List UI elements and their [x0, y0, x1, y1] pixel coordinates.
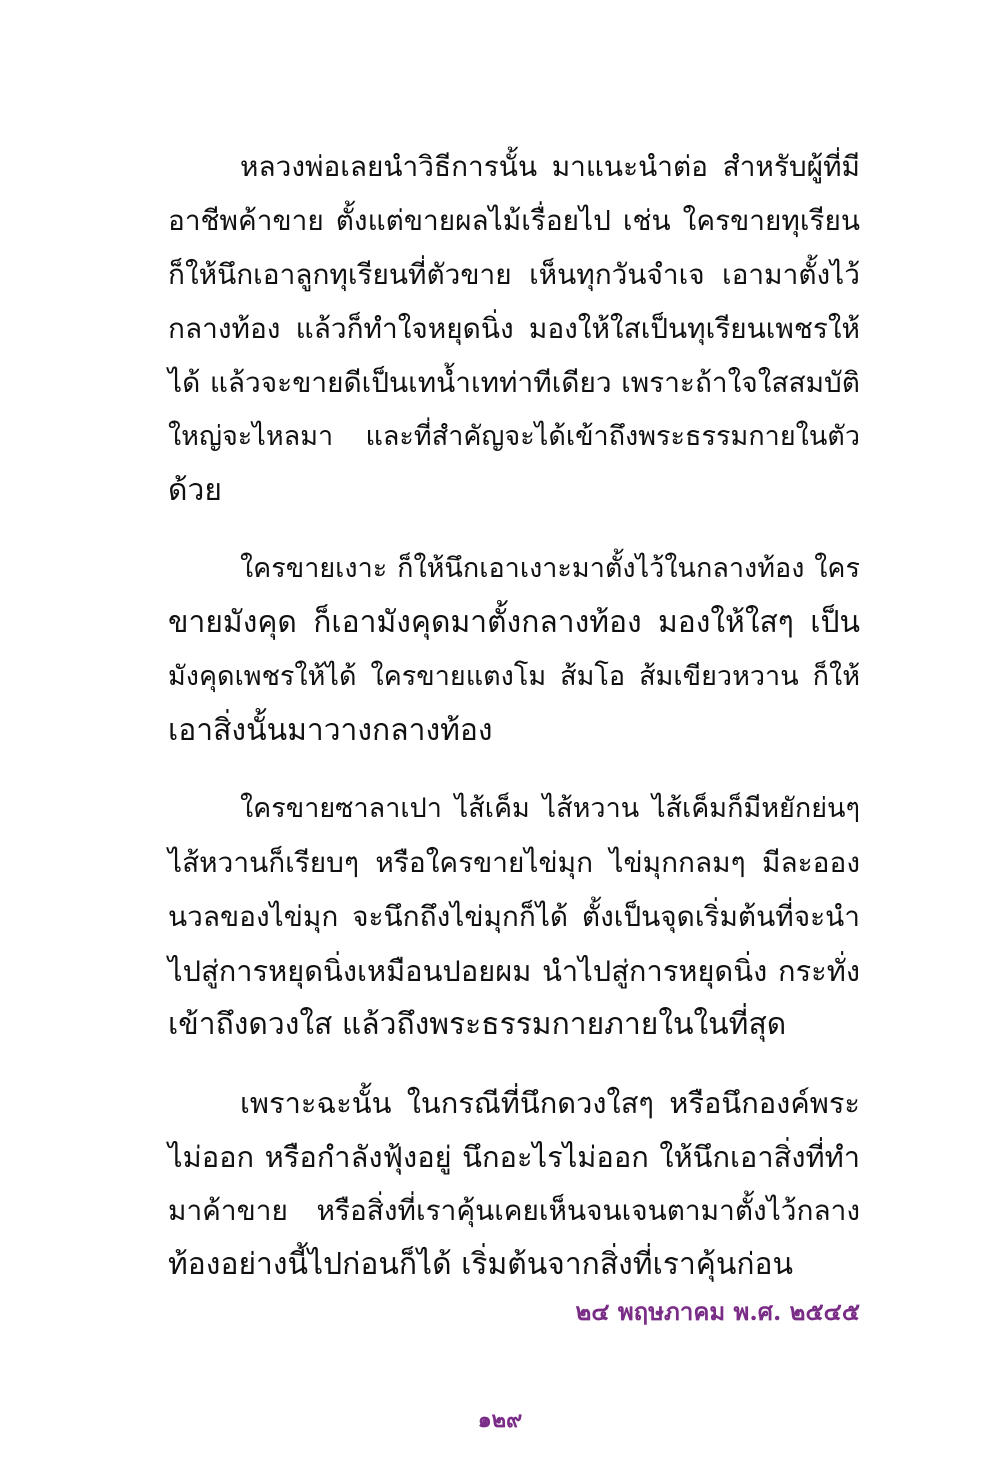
- date-line: ๒๔ พฤษภาคม พ.ศ. ๒๕๔๕: [575, 1297, 860, 1326]
- text-line: เข้าถึงดวงใส แล้วถึงพระธรรมกายภายในในที่สุด: [168, 1007, 787, 1042]
- text-line: ก็ให้นึกเอาลูกทุเรียนที่ตัวขาย เห็นทุกวันจำเจ เอามาตั้งไว้: [168, 258, 860, 291]
- text-line: เอาสิ่งนั้นมาวางกลางท้อง: [168, 713, 493, 748]
- text-line: ด้วย: [168, 473, 222, 508]
- text-line: ขายมังคุด ก็เอามังคุดมาตั้งกลางท้อง มองให้ใสๆ เป็น: [168, 605, 860, 640]
- text-line: ไส้หวานก็เรียบๆ หรือใครขายไข่มุก ไข่มุกกลมๆ มีละออง: [168, 846, 860, 879]
- body-text: [168, 140, 860, 1316]
- text-line: ท้องอย่างนี้ไปก่อนก็ได้ เริ่มต้นจากสิ่งที่เราคุ้นก่อน: [168, 1247, 794, 1282]
- paragraph: [168, 782, 860, 1052]
- text-line: นวลของไข่มุก จะนึกถึงไข่มุกก็ได้ ตั้งเป็นจุดเริ่มต้นที่จะนำ: [168, 900, 860, 933]
- text-line: ได้ แล้วจะขายดีเป็นเทน้ำเทท่าทีเดียว เพราะถ้าใจใสสมบัติ: [168, 366, 860, 399]
- text-line: มังคุดเพชรให้ได้ ใครขายแตงโม ส้มโอ ส้มเขียวหวาน ก็ให้: [168, 661, 860, 692]
- text-line: ใหญ่จะไหลมา และที่สำคัญจะได้เข้าถึงพระธรรมกายในตัว: [168, 421, 860, 452]
- text-line: ไปสู่การหยุดนิ่งเหมือนปอยผม นำไปสู่การหยุดนิ่ง กระทั่ง: [168, 954, 860, 988]
- paragraph: [168, 542, 860, 758]
- paragraph: [168, 140, 860, 518]
- paragraph: [168, 1076, 860, 1292]
- text-line: ไม่ออก หรือกำลังฟุ้งอยู่ นึกอะไรไม่ออก ให้นึกเอาสิ่งที่ทำ: [168, 1140, 860, 1174]
- text-line: เพราะฉะนั้น ในกรณีที่นึกดวงใสๆ หรือนึกองค์พระ: [240, 1086, 860, 1120]
- text-line: กลางท้อง แล้วก็ทำใจหยุดนิ่ง มองให้ใสเป็นทุเรียนเพชรให้: [168, 312, 860, 345]
- text-line: หลวงพ่อเลยนำวิธีการนั้น มาแนะนำต่อ สำหรับผู้ที่มี: [240, 150, 860, 183]
- text-line: อาชีพค้าขาย ตั้งแต่ขายผลไม้เรื่อยไป เช่น ใครขายทุเรียน: [168, 204, 860, 237]
- text-line: มาค้าขาย หรือสิ่งที่เราคุ้นเคยเห็นจนเจนตามาตั้งไว้กลาง: [168, 1194, 860, 1227]
- text-line: ใครขายเงาะ ก็ให้นึกเอาเงาะมาตั้งไว้ในกลางท้อง ใคร: [240, 553, 860, 584]
- page-number: ๑๒๙: [477, 1407, 523, 1433]
- text-line: ใครขายซาลาเปา ไส้เค็ม ไส้หวาน ไส้เค็มก็มีหยักย่นๆ: [240, 793, 860, 824]
